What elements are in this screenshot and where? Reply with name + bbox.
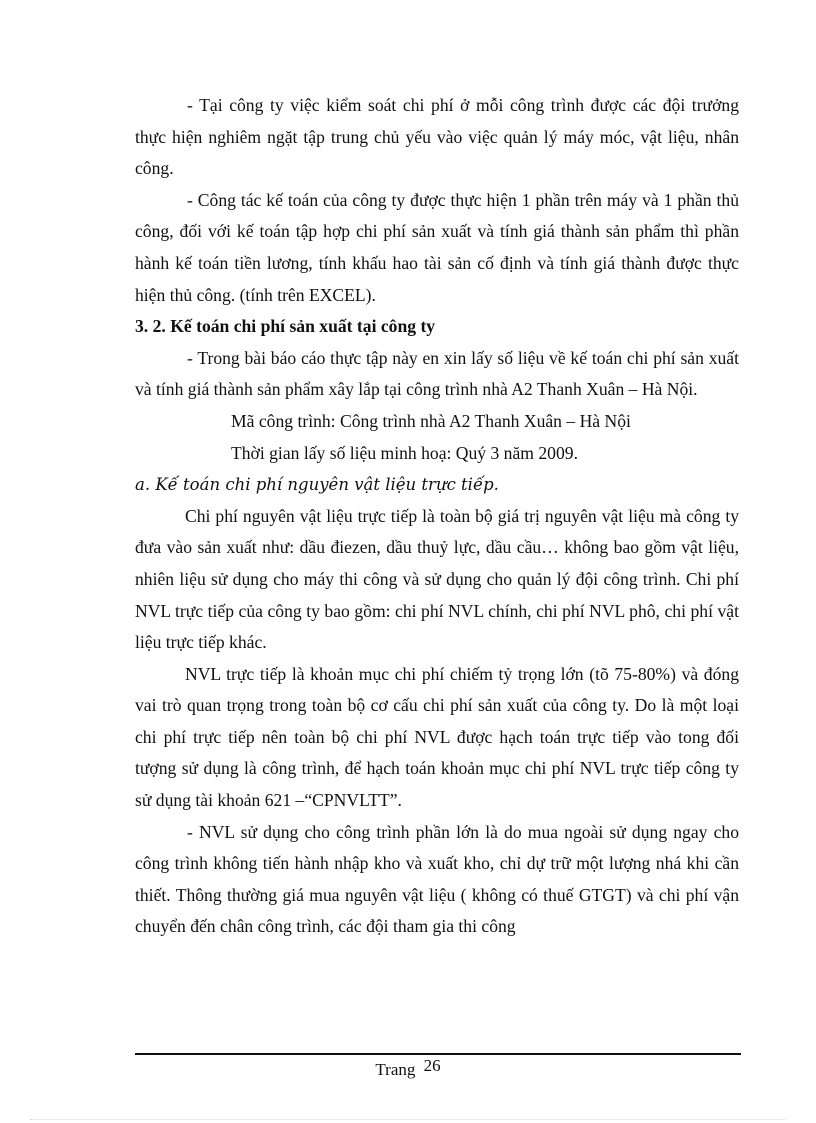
page-body (135, 90, 739, 943)
footer-divider (135, 1053, 741, 1055)
paragraph-direct-material-definition: Chi phí nguyên vật liệu trực tiếp là toàn bộ giá trị nguyên vật liệu mà công ty đưa vào sản xuất như: dầu điezen, dầu thuỷ lực, dầu cầu… không bao gồm vật liệu, nhiên liệu sử dụng cho máy thi công và sử dụng cho quản lý đội công trình. Chi phí NVL trực tiếp của công ty bao gồm: chi phí NVL chính, chi phí NVL phô, chi phí vật liệu trực tiếp khác. (135, 505, 739, 653)
paragraph-direct-material-share: NVL trực tiếp là khoản mục chi phí chiếm tỷ trọng lớn (tõ 75-80%) và đóng vai trò quan trọng trong toàn bộ cơ cấu chi phí sản xuất của công ty. Do là một loại chi phí trực tiếp nên toàn bộ chi phí NVL được hạch toán trực tiếp vào tong đối tượng sử dụng là công trình, để hạch toán khoản mục chi phí NVL trực tiếp công ty sử dụng tài khoản 621 –“CPNVLTT”. (135, 663, 739, 811)
subsection-heading-a: a. Kế toán chi phí nguyên vật liệu trực tiếp. (135, 475, 499, 495)
paragraph-report-data: - Trong bài báo cáo thực tập này en xin lấy số liệu về kế toán chi phí sản xuất và tính giá thành sản phẩm xây lắp tại công trình nhà A2 Thanh Xuân – Hà Nội. (135, 347, 739, 400)
paragraph-material-purchase: - NVL sử dụng cho công trình phần lớn là do mua ngoài sử dụng ngay cho công trình không tiến hành nhập kho và xuất kho, chỉ dự trữ một lượng nhá khi cần thiết. Thông thường giá mua nguyên vật liệu ( không có thuế GTGT) và chi phí vận chuyển đến chân công trình, các đội tham gia thi công (135, 821, 739, 937)
page-number: 26 (423, 1056, 441, 1075)
page-label: Trang (375, 1060, 416, 1079)
project-code-line: Mã công trình: Công trình nhà A2 Thanh Xuân – Hà Nội (231, 410, 631, 431)
paragraph-accounting-work: - Công tác kế toán của công ty được thực hiện 1 phần trên máy và 1 phần thủ công, đối với kế toán tập hợp chi phí sản xuất và tính giá thành sản phẩm thì phần hành kế toán tiền lương, tính khấu hao tài sản cố định và tính giá thành được thực hiện thủ công. (tính trên EXCEL). (135, 189, 739, 305)
paragraph-cost-control: - Tại công ty việc kiểm soát chi phí ở mỗi công trình được các đội trưởng thực hiện nghiêm ngặt tập trung chủ yếu vào việc quản lý máy móc, vật liệu, nhân công. (135, 95, 739, 179)
section-heading-3-2: 3. 2. Kế toán chi phí sản xuất tại công ty (135, 316, 436, 337)
page-footer (0, 1056, 816, 1079)
data-period-line: Thời gian lấy số liệu minh hoạ: Quý 3 năm 2009. (231, 442, 578, 463)
page-bottom-edge (30, 1119, 786, 1120)
